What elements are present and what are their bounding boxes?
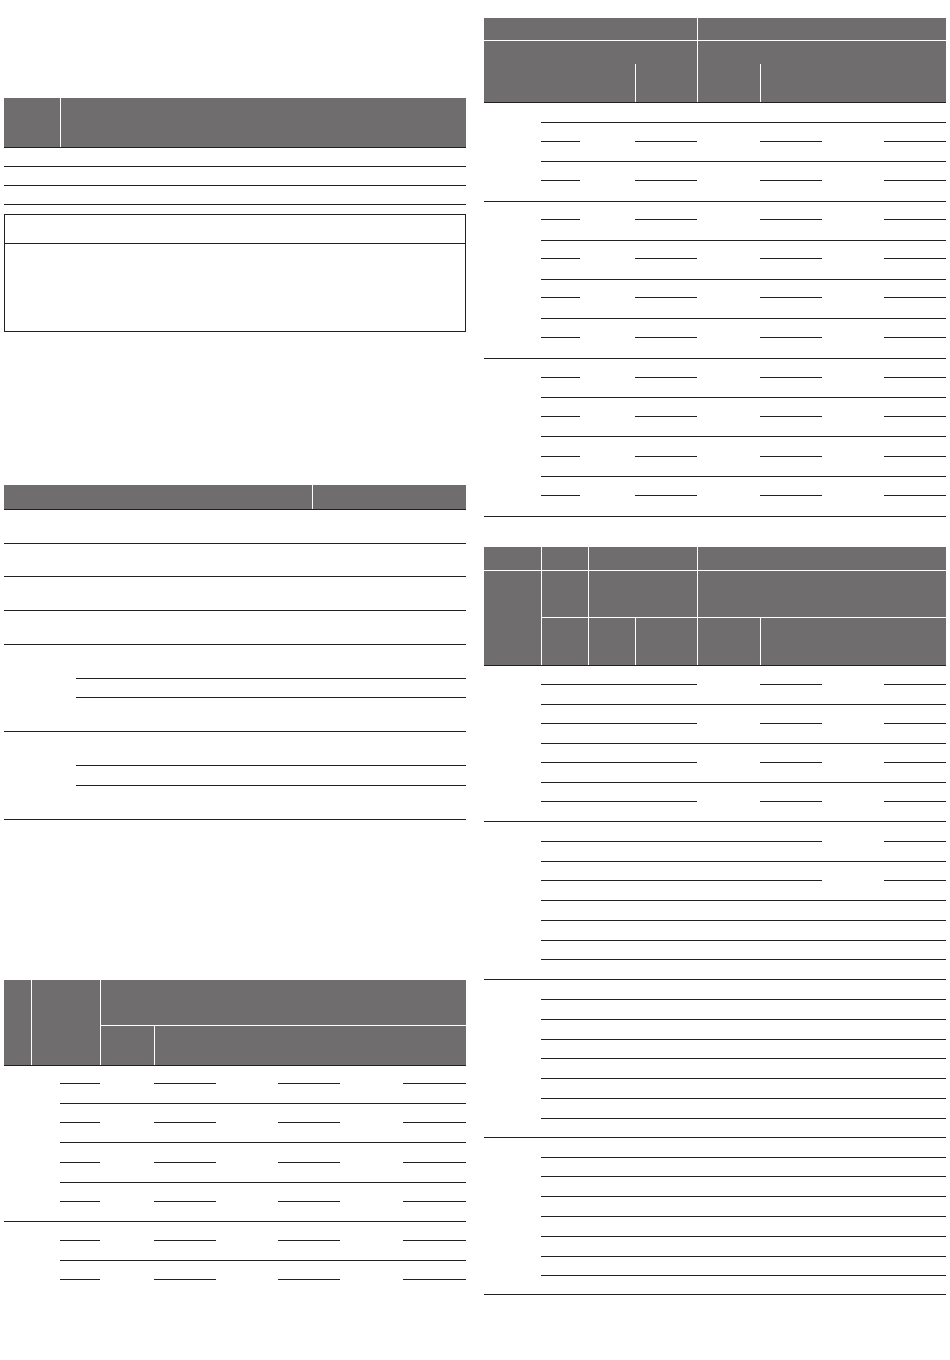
table-d-cell-rule (635, 297, 697, 298)
table-e-header-divider (697, 547, 698, 665)
table-e-rule (484, 821, 946, 822)
table-d-cell-rule (760, 337, 822, 338)
table-d-subrule (541, 476, 946, 477)
table-d-cell-rule (541, 180, 580, 181)
table-d-cell-rule (884, 377, 946, 378)
table-d-subrule (541, 240, 946, 241)
table-e-header-subdivider (484, 570, 946, 571)
table-c-cell-rule (403, 1279, 466, 1280)
table-c-header-divider (100, 980, 101, 1065)
table-a-rule (4, 204, 466, 205)
table-e-subrule (541, 1098, 946, 1099)
table-e-subrule (541, 1196, 946, 1197)
table-d-subrule (541, 161, 946, 162)
table-d-cell-rule (635, 416, 697, 417)
table-b-rule (4, 819, 466, 820)
table-d-subrule (541, 318, 946, 319)
table-d-cell-rule (884, 337, 946, 338)
table-d-rule (484, 516, 946, 517)
table-e-cell-rule (884, 841, 946, 842)
table-e-cell-rule (760, 684, 822, 685)
table-c-cell-rule (60, 1240, 100, 1241)
table-d-cell-rule (760, 377, 822, 378)
table-e-subrule (541, 1216, 946, 1217)
table-c-cell-rule (154, 1279, 216, 1280)
table-e-subrule (541, 1058, 946, 1059)
table-c-cell-rule (403, 1162, 466, 1163)
table-d-header-subdivider (484, 40, 946, 41)
table-c-subrule (60, 1142, 466, 1143)
table-e-subrule (541, 940, 946, 941)
table-d-cell-rule (760, 495, 822, 496)
table-d-cell-rule (884, 141, 946, 142)
table-d-subrule (541, 436, 946, 437)
table-c-rule (4, 1065, 466, 1066)
table-d-header-divider (697, 18, 698, 102)
table-c-cell-rule (278, 1083, 340, 1084)
table-e-subrule (541, 861, 946, 862)
table-e-cell-rule (884, 762, 946, 763)
table-e-subrule (541, 1176, 946, 1177)
table-d-cell-rule (635, 495, 697, 496)
table-e-cell-rule (541, 723, 697, 724)
table-d-cell-rule (635, 337, 697, 338)
table-e-subrule (541, 920, 946, 921)
table-c-cell-rule (278, 1240, 340, 1241)
table-d-cell-rule (541, 297, 580, 298)
table-c-cell-rule (278, 1279, 340, 1280)
table-e-cell-rule (884, 801, 946, 802)
table-d-cell-rule (541, 337, 580, 338)
table-b-rule (4, 731, 466, 732)
table-c-cell-rule (60, 1201, 100, 1202)
table-a-rule (4, 166, 466, 167)
table-d-subrule (541, 397, 946, 398)
table-b-rule (4, 576, 466, 577)
table-d-cell-rule (635, 180, 697, 181)
table-d-rule (484, 201, 946, 202)
table-e-cell-rule (541, 762, 697, 763)
table-e-header-divider (588, 547, 589, 665)
table-c-cell-rule (60, 1279, 100, 1280)
table-e-rule (484, 665, 946, 666)
table-e-cell-rule (760, 801, 822, 802)
table-d-rule (484, 102, 946, 103)
table-d-cell-rule (635, 219, 697, 220)
table-d-cell-rule (541, 141, 580, 142)
table-e-subrule (541, 1236, 946, 1237)
table-d-cell-rule (760, 456, 822, 457)
table-d-cell-rule (760, 416, 822, 417)
table-e-cell-rule (541, 880, 822, 881)
table-d-cell-rule (760, 297, 822, 298)
table-e-subrule (541, 959, 946, 960)
table-c-cell-rule (278, 1162, 340, 1163)
table-c-subrule (60, 1103, 466, 1104)
table-c-cell-rule (154, 1122, 216, 1123)
table-c-header-divider (31, 980, 32, 1065)
table-e-cell-rule (760, 762, 822, 763)
table-e-subrule (541, 782, 946, 783)
table-d-header (484, 18, 946, 102)
table-c-cell-rule (60, 1122, 100, 1123)
table-d-cell-rule (884, 495, 946, 496)
table-e-subrule (541, 1019, 946, 1020)
table-e-subrule (541, 1078, 946, 1079)
table-a-header-divider (60, 98, 61, 147)
table-b-subrule (76, 697, 466, 698)
table-c-cell-rule (403, 1201, 466, 1202)
table-d-cell-rule (760, 219, 822, 220)
table-e-cell-rule (884, 880, 946, 881)
table-e-header-divider (760, 617, 761, 665)
table-c-cell-rule (60, 1083, 100, 1084)
table-c-subrule (60, 1260, 466, 1261)
table-e-cell-rule (884, 723, 946, 724)
table-d-cell-rule (541, 495, 580, 496)
table-a-rule (4, 147, 466, 148)
table-e-header-divider (635, 617, 636, 665)
table-e-subrule (541, 999, 946, 1000)
table-c-rule (4, 1221, 466, 1222)
table-e-subrule (541, 1275, 946, 1276)
table-c-header (4, 980, 466, 1065)
table-e-subrule (541, 900, 946, 901)
table-e-rule (484, 1294, 946, 1295)
table-e-cell-rule (884, 684, 946, 685)
table-e-cell-rule (541, 684, 697, 685)
table-d-cell-rule (884, 219, 946, 220)
table-c-cell-rule (154, 1240, 216, 1241)
table-d-cell-rule (760, 141, 822, 142)
table-d-cell-rule (541, 258, 580, 259)
table-d-cell-rule (884, 416, 946, 417)
table-d-cell-rule (635, 456, 697, 457)
table-c-cell-rule (278, 1122, 340, 1123)
table-c-subrule (60, 1182, 466, 1183)
table-d-header-divider (635, 64, 636, 102)
table-d-cell-rule (541, 456, 580, 457)
table-d-cell-rule (884, 456, 946, 457)
table-c-cell-rule (403, 1122, 466, 1123)
table-d-cell-rule (884, 180, 946, 181)
table-c-cell-rule (278, 1201, 340, 1202)
table-e-subrule (541, 1039, 946, 1040)
table-c-header-divider (154, 1025, 155, 1065)
table-b-rule (4, 543, 466, 544)
table-e-rule (484, 1137, 946, 1138)
table-c-cell-rule (403, 1240, 466, 1241)
table-e-subrule (541, 1256, 946, 1257)
table-d-rule (484, 358, 946, 359)
table-d-cell-rule (884, 258, 946, 259)
table-e-header-divider (541, 547, 542, 665)
table-b-subrule (76, 765, 466, 766)
table-b-header (4, 485, 466, 509)
table-d-cell-rule (541, 416, 580, 417)
table-d-cell-rule (541, 219, 580, 220)
table-d-cell-rule (760, 180, 822, 181)
table-b-rule (4, 610, 466, 611)
table-c-cell-rule (60, 1162, 100, 1163)
table-b-header-divider (312, 485, 313, 509)
table-d-cell-rule (635, 377, 697, 378)
table-e-rule (484, 979, 946, 980)
note-box-title-divider (4, 243, 466, 244)
table-d-cell-rule (635, 141, 697, 142)
table-a-header (4, 98, 466, 147)
table-c-cell-rule (154, 1083, 216, 1084)
table-b-subrule (76, 678, 466, 679)
table-e-subrule (541, 704, 946, 705)
table-d-cell-rule (760, 258, 822, 259)
table-e-cell-rule (541, 841, 822, 842)
table-d-cell-rule (884, 297, 946, 298)
table-c-cell-rule (403, 1083, 466, 1084)
table-b-subrule (76, 785, 466, 786)
table-d-cell-rule (541, 377, 580, 378)
note-box-frame (4, 214, 466, 332)
table-d-subrule (541, 122, 946, 123)
table-d-cell-rule (635, 258, 697, 259)
table-a-rule (4, 185, 466, 186)
table-d-header-divider (760, 64, 761, 102)
table-e-header (484, 547, 946, 665)
table-e-subrule (541, 1157, 946, 1158)
table-c-cell-rule (154, 1162, 216, 1163)
table-b-rule (4, 644, 466, 645)
table-e-subrule (541, 743, 946, 744)
table-e-cell-rule (760, 723, 822, 724)
table-d-subrule (541, 279, 946, 280)
table-e-subrule (541, 1118, 946, 1119)
table-e-header-subdivider (541, 617, 946, 618)
table-b-rule (4, 509, 466, 510)
table-e-cell-rule (541, 801, 697, 802)
table-c-cell-rule (154, 1201, 216, 1202)
